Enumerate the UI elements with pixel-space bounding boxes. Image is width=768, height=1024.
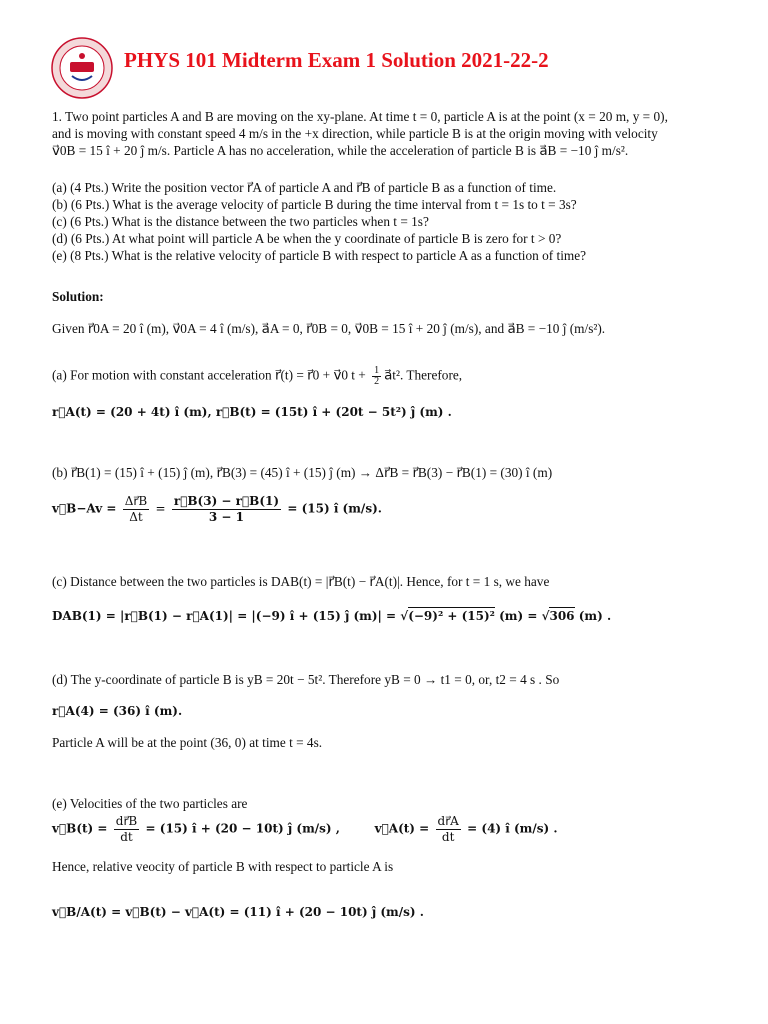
vb-label: v⃗B(t) = bbox=[52, 821, 108, 836]
part-c-intro: (c) Distance between the two particles is DAB(t) = |r⃗B(t) − r⃗A(t)|. Hence, for t = 1 s, we have bbox=[52, 574, 550, 589]
given-line: Given r⃗0A = 20 î (m), v⃗0A = 4 î (m/s), a⃗A = 0, r⃗0B = 0, v⃗0B = 15 î + 20 ĵ (m/s), and a⃗B = −10 ĵ (m/s²). bbox=[52, 321, 606, 336]
part-a-intro-text: (a) For motion with constant acceleration r⃗(t) = r⃗0 + v⃗0 t + bbox=[52, 367, 370, 383]
delta-fraction bbox=[123, 494, 149, 525]
part-c-result bbox=[52, 608, 742, 625]
distance-expression: DAB(1) = |r⃗B(1) − r⃗A(1)| = |(−9) î + (15) ĵ (m)| = √ bbox=[52, 609, 409, 623]
distance-unit: (m) = √ bbox=[494, 609, 550, 623]
delta-denominator: Δt bbox=[129, 510, 143, 524]
part-a-intro-text-2: a⃗t². Therefore, bbox=[384, 367, 463, 383]
sqrt-radicand-1: (−9)² + (15)² bbox=[408, 609, 495, 623]
part-e-hence: Hence, relative veocity of particle B with respect to particle A is bbox=[52, 859, 394, 874]
problem-line-1: 1. Two point particles A and B are moving on the xy-plane. At time t = 0, particle A is at the point (x = 20 m, y = 0), bbox=[52, 109, 668, 124]
difference-numerator: r⃗B(3) − r⃗B(1) bbox=[173, 494, 280, 508]
avg-velocity-label: v⃗B−Av = bbox=[52, 501, 117, 516]
va-result: = (4) î (m/s) . bbox=[467, 821, 558, 836]
problem-parts bbox=[52, 179, 742, 264]
part-e-velocities bbox=[52, 814, 742, 845]
vb-numerator: dr⃗B bbox=[115, 814, 138, 828]
part-b-velocity bbox=[52, 494, 742, 525]
part-c: (c) (6 Pts.) What is the distance between the two particles when t = 1s? bbox=[52, 214, 429, 229]
part-d-position: r⃗A(4) = (36) î (m). bbox=[52, 704, 183, 718]
part-b: (b) (6 Pts.) What is the average velocity of particle B during the time interval from t = 1s to t = 3s? bbox=[52, 197, 577, 212]
avg-velocity-result: = (15) î (m/s). bbox=[287, 501, 382, 516]
half-denominator: 2 bbox=[374, 376, 380, 387]
problem-line-2: and is moving with constant speed 4 m/s in the +x direction, while particle B is at the origin moving with velocity bbox=[52, 126, 658, 141]
part-d-answer: Particle A will be at the point (36, 0) at time t = 4s. bbox=[52, 735, 323, 750]
problem-statement bbox=[52, 108, 742, 159]
university-logo bbox=[50, 36, 114, 100]
part-a-result: r⃗A(t) = (20 + 4t) î (m), r⃗B(t) = (15t) î + (20t − 5t²) ĵ (m) . bbox=[52, 405, 452, 419]
problem-line-3: v⃗0B = 15 î + 20 ĵ m/s. Particle A has no acceleration, while the acceleration of particle B is a⃗B = −10 ĵ m/s². bbox=[52, 143, 629, 158]
difference-fraction bbox=[172, 494, 281, 525]
va-denominator: dt bbox=[441, 830, 455, 844]
page-title: PHYS 101 Midterm Exam 1 Solution 2021-22-2 bbox=[124, 48, 549, 72]
part-a-intro bbox=[52, 366, 742, 387]
difference-denominator: 3 − 1 bbox=[208, 510, 244, 524]
sqrt-radicand-2: 306 bbox=[549, 609, 575, 623]
equals-sign: = bbox=[155, 501, 166, 516]
va-fraction bbox=[436, 814, 461, 845]
part-e: (e) (8 Pts.) What is the relative velocity of particle B with respect to particle A as a function of time? bbox=[52, 248, 587, 263]
part-d-intro: (d) The y-coordinate of particle B is yB = 20t − 5t². Therefore yB = 0 → t1 = 0, or, t2 = 4 s . So bbox=[52, 672, 560, 687]
delta-numerator: Δr⃗B bbox=[124, 494, 148, 508]
vb-result: = (15) î + (20 − 10t) ĵ (m/s) , bbox=[145, 821, 340, 836]
part-a: (a) (4 Pts.) Write the position vector r⃗A of particle A and r⃗B of particle B as a function of time. bbox=[52, 180, 557, 195]
part-d: (d) (6 Pts.) At what point will particle A be when the y coordinate of particle B is zero for t > 0? bbox=[52, 231, 562, 246]
distance-unit-end: (m) . bbox=[574, 609, 612, 623]
half-numerator: 1 bbox=[374, 365, 380, 376]
part-e-result: v⃗B/A(t) = v⃗B(t) − v⃗A(t) = (11) î + (20 − 10t) ĵ (m/s) . bbox=[52, 905, 424, 919]
solution-heading: Solution: bbox=[52, 289, 104, 304]
va-numerator: dr⃗A bbox=[437, 814, 459, 828]
part-b-line: (b) r⃗B(1) = (15) î + (15) ĵ (m), r⃗B(3) = (45) î + (15) ĵ (m) → Δr⃗B = r⃗B(3) − r⃗B(1) = (30) î (m) bbox=[52, 465, 553, 480]
part-e-intro: (e) Velocities of the two particles are bbox=[52, 796, 248, 811]
vb-fraction bbox=[114, 814, 139, 845]
va-label: v⃗A(t) = bbox=[374, 821, 430, 836]
vb-denominator: dt bbox=[120, 830, 133, 844]
half-fraction bbox=[372, 366, 381, 387]
